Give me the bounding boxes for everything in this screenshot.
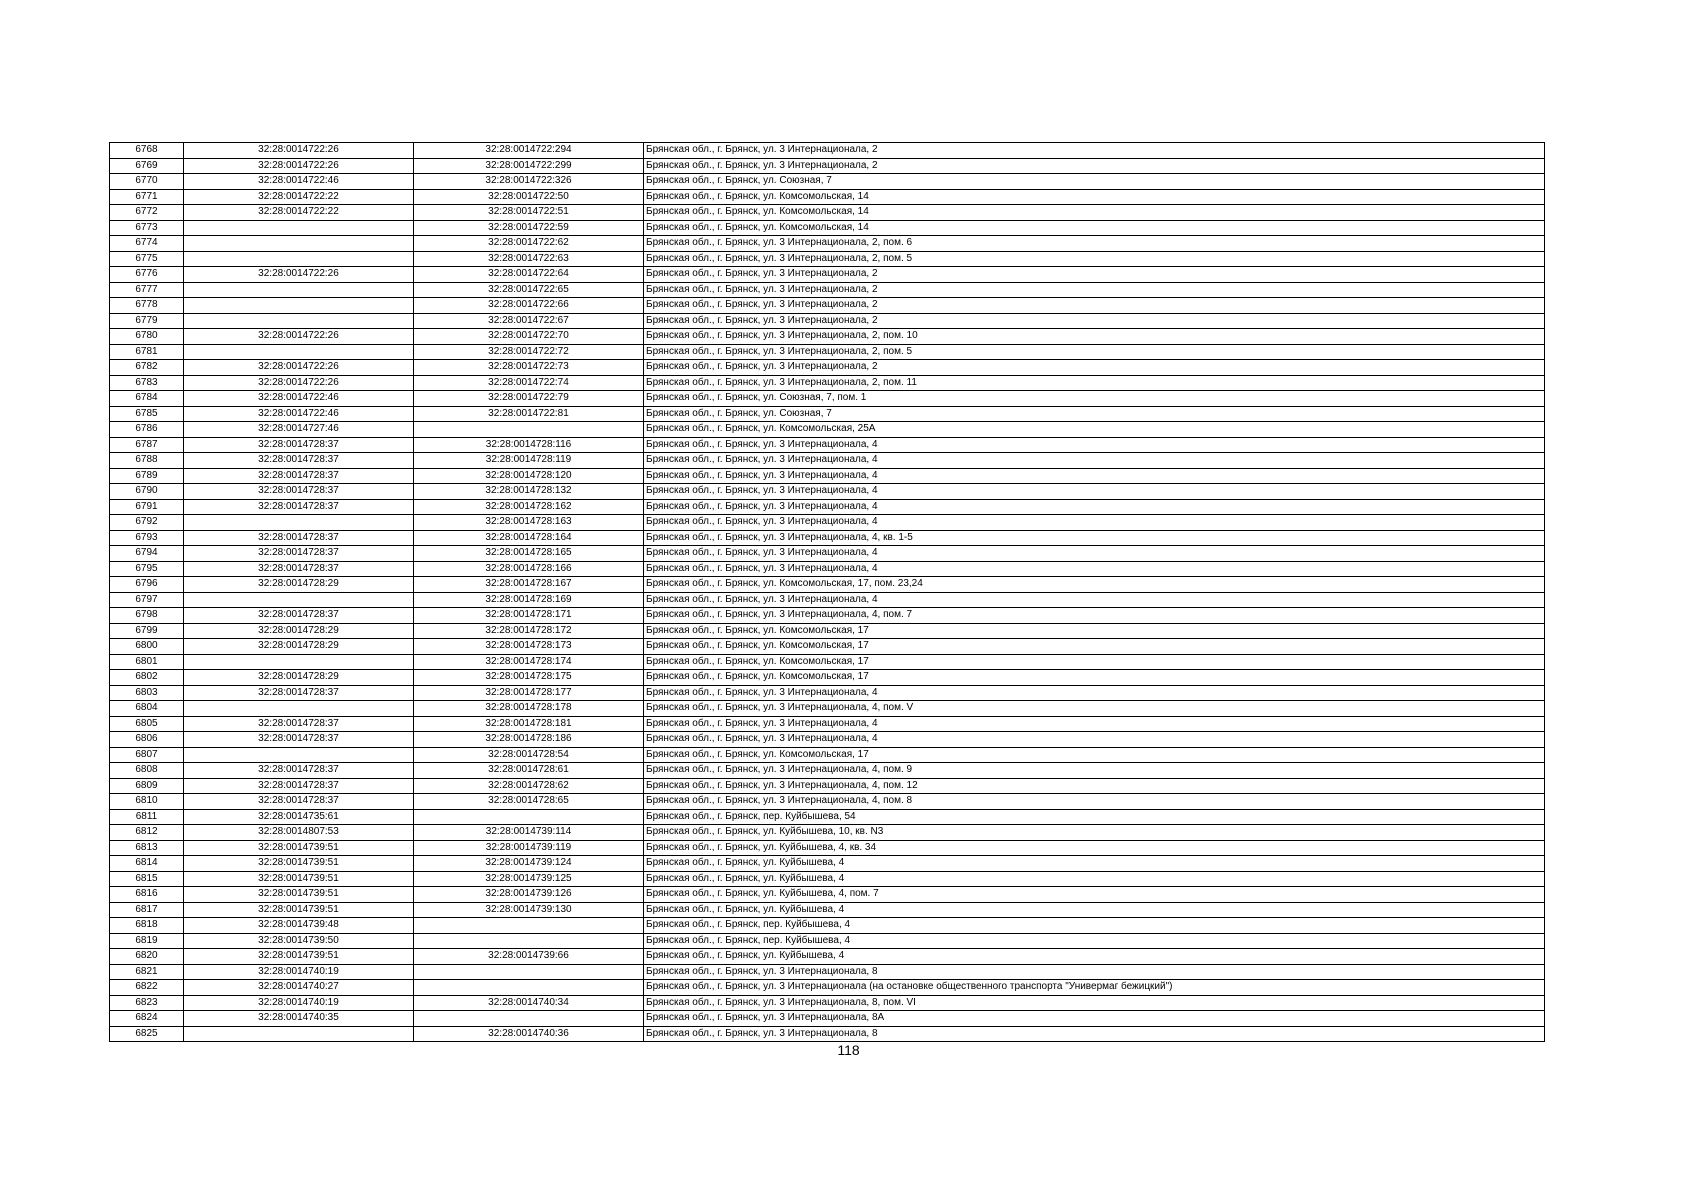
parcel-number-cell xyxy=(184,515,414,531)
address-cell: Брянская обл., г. Брянск, ул. Комсомольская, 25А xyxy=(644,422,1545,438)
row-number-cell: 6816 xyxy=(110,887,184,903)
row-number-cell: 6784 xyxy=(110,391,184,407)
object-number-cell: 32:28:0014728:164 xyxy=(414,530,644,546)
address-cell: Брянская обл., г. Брянск, ул. 3 Интернационала, 4 xyxy=(644,561,1545,577)
parcel-number-cell: 32:28:0014807:53 xyxy=(184,825,414,841)
object-number-cell: 32:28:0014728:120 xyxy=(414,468,644,484)
address-cell: Брянская обл., г. Брянск, ул. 3 Интернационала, 8А xyxy=(644,1011,1545,1027)
table-row xyxy=(110,298,1545,314)
object-number-cell xyxy=(414,809,644,825)
address-cell: Брянская обл., г. Брянск, ул. 3 Интернационала, 4 xyxy=(644,592,1545,608)
row-number-cell: 6775 xyxy=(110,251,184,267)
table-row xyxy=(110,515,1545,531)
row-number-cell: 6780 xyxy=(110,329,184,345)
row-number-cell: 6809 xyxy=(110,778,184,794)
address-cell: Брянская обл., г. Брянск, ул. 3 Интернационала, 4 xyxy=(644,732,1545,748)
address-cell: Брянская обл., г. Брянск, ул. 3 Интернационала, 4, пом. 8 xyxy=(644,794,1545,810)
address-cell: Брянская обл., г. Брянск, ул. 3 Интернационала, 2, пом. 10 xyxy=(644,329,1545,345)
table-row xyxy=(110,902,1545,918)
parcel-number-cell: 32:28:0014728:37 xyxy=(184,794,414,810)
row-number-cell: 6791 xyxy=(110,499,184,515)
object-number-cell: 32:28:0014728:172 xyxy=(414,623,644,639)
object-number-cell: 32:28:0014728:167 xyxy=(414,577,644,593)
address-cell: Брянская обл., г. Брянск, ул. 3 Интернационала, 2 xyxy=(644,158,1545,174)
object-number-cell: 32:28:0014740:36 xyxy=(414,1026,644,1042)
table-row xyxy=(110,484,1545,500)
address-cell: Брянская обл., г. Брянск, ул. 3 Интернационала, 4, пом. 12 xyxy=(644,778,1545,794)
row-number-cell: 6772 xyxy=(110,205,184,221)
table-row xyxy=(110,670,1545,686)
object-number-cell: 32:28:0014728:119 xyxy=(414,453,644,469)
object-number-cell: 32:28:0014728:165 xyxy=(414,546,644,562)
address-cell: Брянская обл., г. Брянск, ул. Куйбышева, 4, пом. 7 xyxy=(644,887,1545,903)
row-number-cell: 6773 xyxy=(110,220,184,236)
row-number-cell: 6788 xyxy=(110,453,184,469)
address-cell: Брянская обл., г. Брянск, ул. 3 Интернационала, 2 xyxy=(644,267,1545,283)
address-cell: Брянская обл., г. Брянск, ул. Куйбышева, 10, кв. N3 xyxy=(644,825,1545,841)
parcel-number-cell: 32:28:0014740:19 xyxy=(184,995,414,1011)
table-row xyxy=(110,623,1545,639)
object-number-cell: 32:28:0014722:81 xyxy=(414,406,644,422)
table-row xyxy=(110,763,1545,779)
object-number-cell: 32:28:0014728:163 xyxy=(414,515,644,531)
address-cell: Брянская обл., г. Брянск, ул. 3 Интернационала, 2 xyxy=(644,360,1545,376)
parcel-number-cell: 32:28:0014728:37 xyxy=(184,732,414,748)
address-cell: Брянская обл., г. Брянск, ул. 3 Интернационала, 4, кв. 1-5 xyxy=(644,530,1545,546)
object-number-cell: 32:28:0014728:173 xyxy=(414,639,644,655)
table-row xyxy=(110,375,1545,391)
table-row xyxy=(110,530,1545,546)
address-cell: Брянская обл., г. Брянск, ул. Комсомольская, 14 xyxy=(644,220,1545,236)
object-number-cell: 32:28:0014722:51 xyxy=(414,205,644,221)
object-number-cell: 32:28:0014722:72 xyxy=(414,344,644,360)
address-cell: Брянская обл., г. Брянск, ул. Куйбышева, 4, кв. 34 xyxy=(644,840,1545,856)
parcel-number-cell: 32:28:0014739:51 xyxy=(184,902,414,918)
row-number-cell: 6805 xyxy=(110,716,184,732)
object-number-cell: 32:28:0014728:174 xyxy=(414,654,644,670)
parcel-number-cell: 32:28:0014728:37 xyxy=(184,468,414,484)
table-row xyxy=(110,220,1545,236)
object-number-cell: 32:28:0014739:124 xyxy=(414,856,644,872)
table-row xyxy=(110,840,1545,856)
row-number-cell: 6778 xyxy=(110,298,184,314)
address-cell: Брянская обл., г. Брянск, ул. Куйбышева, 4 xyxy=(644,856,1545,872)
table-row xyxy=(110,282,1545,298)
object-number-cell: 32:28:0014722:70 xyxy=(414,329,644,345)
address-cell: Брянская обл., г. Брянск, ул. Комсомольская, 17, пом. 23,24 xyxy=(644,577,1545,593)
object-number-cell: 32:28:0014722:79 xyxy=(414,391,644,407)
table-row xyxy=(110,422,1545,438)
table-row xyxy=(110,654,1545,670)
parcel-number-cell xyxy=(184,282,414,298)
object-number-cell: 32:28:0014722:50 xyxy=(414,189,644,205)
table-row xyxy=(110,592,1545,608)
parcel-number-cell: 32:28:0014728:37 xyxy=(184,763,414,779)
object-number-cell: 32:28:0014739:126 xyxy=(414,887,644,903)
parcel-number-cell: 32:28:0014722:26 xyxy=(184,158,414,174)
address-cell: Брянская обл., г. Брянск, ул. 3 Интернационала, 4, пом. V xyxy=(644,701,1545,717)
object-number-cell xyxy=(414,964,644,980)
address-cell: Брянская обл., г. Брянск, ул. 3 Интернационала, 8 xyxy=(644,964,1545,980)
address-cell: Брянская обл., г. Брянск, ул. 3 Интернационала, 4 xyxy=(644,499,1545,515)
table-row xyxy=(110,189,1545,205)
address-cell: Брянская обл., г. Брянск, ул. Комсомольская, 14 xyxy=(644,205,1545,221)
parcel-number-cell: 32:28:0014722:46 xyxy=(184,406,414,422)
table-row xyxy=(110,499,1545,515)
table-row xyxy=(110,236,1545,252)
row-number-cell: 6798 xyxy=(110,608,184,624)
address-cell: Брянская обл., г. Брянск, ул. 3 Интернационала, 4 xyxy=(644,484,1545,500)
address-cell: Брянская обл., г. Брянск, ул. 3 Интернационала, 2 xyxy=(644,298,1545,314)
parcel-number-cell: 32:28:0014728:37 xyxy=(184,716,414,732)
row-number-cell: 6799 xyxy=(110,623,184,639)
row-number-cell: 6790 xyxy=(110,484,184,500)
object-number-cell: 32:28:0014728:186 xyxy=(414,732,644,748)
object-number-cell: 32:28:0014728:54 xyxy=(414,747,644,763)
parcel-number-cell xyxy=(184,313,414,329)
table-row xyxy=(110,205,1545,221)
object-number-cell: 32:28:0014728:181 xyxy=(414,716,644,732)
table-row xyxy=(110,701,1545,717)
table-row xyxy=(110,933,1545,949)
parcel-number-cell: 32:28:0014739:51 xyxy=(184,840,414,856)
table-body xyxy=(110,143,1545,1042)
object-number-cell: 32:28:0014728:178 xyxy=(414,701,644,717)
row-number-cell: 6803 xyxy=(110,685,184,701)
address-cell: Брянская обл., г. Брянск, ул. 3 Интернационала, 4 xyxy=(644,453,1545,469)
row-number-cell: 6781 xyxy=(110,344,184,360)
row-number-cell: 6824 xyxy=(110,1011,184,1027)
parcel-number-cell: 32:28:0014728:29 xyxy=(184,623,414,639)
object-number-cell xyxy=(414,980,644,996)
address-cell: Брянская обл., г. Брянск, ул. Куйбышева, 4 xyxy=(644,871,1545,887)
parcel-number-cell: 32:28:0014728:29 xyxy=(184,639,414,655)
parcel-number-cell: 32:28:0014722:26 xyxy=(184,267,414,283)
object-number-cell: 32:28:0014728:177 xyxy=(414,685,644,701)
object-number-cell: 32:28:0014728:132 xyxy=(414,484,644,500)
table-row xyxy=(110,980,1545,996)
table-row xyxy=(110,825,1545,841)
parcel-number-cell xyxy=(184,344,414,360)
address-cell: Брянская обл., г. Брянск, ул. 3 Интернационала, 4 xyxy=(644,468,1545,484)
address-cell: Брянская обл., г. Брянск, ул. Союзная, 7, пом. 1 xyxy=(644,391,1545,407)
object-number-cell: 32:28:0014722:64 xyxy=(414,267,644,283)
parcel-number-cell: 32:28:0014722:26 xyxy=(184,329,414,345)
row-number-cell: 6769 xyxy=(110,158,184,174)
address-cell: Брянская обл., г. Брянск, ул. Куйбышева, 4 xyxy=(644,949,1545,965)
table-row xyxy=(110,964,1545,980)
table-row xyxy=(110,778,1545,794)
table-row xyxy=(110,267,1545,283)
parcel-number-cell: 32:28:0014739:51 xyxy=(184,949,414,965)
address-cell: Брянская обл., г. Брянск, ул. 3 Интернационала, 4, пом. 7 xyxy=(644,608,1545,624)
object-number-cell: 32:28:0014722:63 xyxy=(414,251,644,267)
address-cell: Брянская обл., г. Брянск, ул. 3 Интернационала, 8, пом. VI xyxy=(644,995,1545,1011)
row-number-cell: 6823 xyxy=(110,995,184,1011)
parcel-number-cell: 32:28:0014728:29 xyxy=(184,670,414,686)
parcel-number-cell xyxy=(184,701,414,717)
object-number-cell xyxy=(414,1011,644,1027)
row-number-cell: 6792 xyxy=(110,515,184,531)
object-number-cell: 32:28:0014728:65 xyxy=(414,794,644,810)
row-number-cell: 6822 xyxy=(110,980,184,996)
row-number-cell: 6821 xyxy=(110,964,184,980)
table-row xyxy=(110,158,1545,174)
parcel-number-cell: 32:28:0014728:37 xyxy=(184,499,414,515)
object-number-cell: 32:28:0014728:62 xyxy=(414,778,644,794)
object-number-cell: 32:28:0014728:169 xyxy=(414,592,644,608)
row-number-cell: 6810 xyxy=(110,794,184,810)
table-row xyxy=(110,608,1545,624)
parcel-number-cell: 32:28:0014722:46 xyxy=(184,174,414,190)
address-cell: Брянская обл., г. Брянск, ул. 3 Интернационала (на остановке общественного транспорта "Универмаг бежицкий") xyxy=(644,980,1545,996)
address-cell: Брянская обл., г. Брянск, ул. 3 Интернационала, 2, пом. 5 xyxy=(644,344,1545,360)
table-row xyxy=(110,468,1545,484)
row-number-cell: 6795 xyxy=(110,561,184,577)
table-row xyxy=(110,685,1545,701)
row-number-cell: 6818 xyxy=(110,918,184,934)
table-row xyxy=(110,747,1545,763)
row-number-cell: 6768 xyxy=(110,143,184,159)
object-number-cell: 32:28:0014722:59 xyxy=(414,220,644,236)
object-number-cell xyxy=(414,422,644,438)
parcel-number-cell xyxy=(184,747,414,763)
table-row xyxy=(110,1026,1545,1042)
parcel-number-cell xyxy=(184,298,414,314)
row-number-cell: 6808 xyxy=(110,763,184,779)
parcel-number-cell: 32:28:0014722:22 xyxy=(184,205,414,221)
parcel-number-cell: 32:28:0014740:19 xyxy=(184,964,414,980)
row-number-cell: 6801 xyxy=(110,654,184,670)
document-sheet xyxy=(109,142,1544,1042)
row-number-cell: 6811 xyxy=(110,809,184,825)
table-row xyxy=(110,949,1545,965)
table-row xyxy=(110,406,1545,422)
object-number-cell: 32:28:0014728:61 xyxy=(414,763,644,779)
table-row xyxy=(110,995,1545,1011)
row-number-cell: 6776 xyxy=(110,267,184,283)
address-cell: Брянская обл., г. Брянск, ул. 3 Интернационала, 2 xyxy=(644,282,1545,298)
address-cell: Брянская обл., г. Брянск, ул. Комсомольская, 17 xyxy=(644,670,1545,686)
table-row xyxy=(110,887,1545,903)
object-number-cell: 32:28:0014739:119 xyxy=(414,840,644,856)
address-cell: Брянская обл., г. Брянск, ул. 3 Интернационала, 2 xyxy=(644,313,1545,329)
parcel-number-cell: 32:28:0014727:46 xyxy=(184,422,414,438)
registry-table xyxy=(109,142,1545,1042)
table-row xyxy=(110,251,1545,267)
object-number-cell: 32:28:0014722:67 xyxy=(414,313,644,329)
table-row xyxy=(110,344,1545,360)
table-row xyxy=(110,360,1545,376)
object-number-cell xyxy=(414,918,644,934)
row-number-cell: 6789 xyxy=(110,468,184,484)
parcel-number-cell: 32:28:0014728:37 xyxy=(184,546,414,562)
parcel-number-cell: 32:28:0014739:51 xyxy=(184,887,414,903)
table-row xyxy=(110,856,1545,872)
parcel-number-cell: 32:28:0014739:50 xyxy=(184,933,414,949)
parcel-number-cell: 32:28:0014728:37 xyxy=(184,608,414,624)
address-cell: Брянская обл., г. Брянск, ул. 3 Интернационала, 4 xyxy=(644,546,1545,562)
row-number-cell: 6807 xyxy=(110,747,184,763)
parcel-number-cell: 32:28:0014728:37 xyxy=(184,685,414,701)
row-number-cell: 6777 xyxy=(110,282,184,298)
row-number-cell: 6783 xyxy=(110,375,184,391)
object-number-cell: 32:28:0014739:66 xyxy=(414,949,644,965)
table-row xyxy=(110,809,1545,825)
address-cell: Брянская обл., г. Брянск, ул. 3 Интернационала, 4 xyxy=(644,437,1545,453)
table-row xyxy=(110,1011,1545,1027)
parcel-number-cell: 32:28:0014739:48 xyxy=(184,918,414,934)
object-number-cell: 32:28:0014722:299 xyxy=(414,158,644,174)
object-number-cell: 32:28:0014722:326 xyxy=(414,174,644,190)
row-number-cell: 6786 xyxy=(110,422,184,438)
row-number-cell: 6785 xyxy=(110,406,184,422)
row-number-cell: 6770 xyxy=(110,174,184,190)
object-number-cell: 32:28:0014739:130 xyxy=(414,902,644,918)
address-cell: Брянская обл., г. Брянск, ул. Комсомольская, 17 xyxy=(644,623,1545,639)
address-cell: Брянская обл., г. Брянск, пер. Куйбышева, 54 xyxy=(644,809,1545,825)
row-number-cell: 6804 xyxy=(110,701,184,717)
object-number-cell: 32:28:0014728:166 xyxy=(414,561,644,577)
parcel-number-cell: 32:28:0014740:35 xyxy=(184,1011,414,1027)
address-cell: Брянская обл., г. Брянск, ул. 3 Интернационала, 4 xyxy=(644,515,1545,531)
parcel-number-cell: 32:28:0014740:27 xyxy=(184,980,414,996)
object-number-cell: 32:28:0014739:125 xyxy=(414,871,644,887)
row-number-cell: 6796 xyxy=(110,577,184,593)
table-row xyxy=(110,391,1545,407)
row-number-cell: 6820 xyxy=(110,949,184,965)
parcel-number-cell xyxy=(184,251,414,267)
parcel-number-cell: 32:28:0014739:51 xyxy=(184,871,414,887)
row-number-cell: 6771 xyxy=(110,189,184,205)
row-number-cell: 6800 xyxy=(110,639,184,655)
parcel-number-cell: 32:28:0014722:26 xyxy=(184,360,414,376)
row-number-cell: 6779 xyxy=(110,313,184,329)
address-cell: Брянская обл., г. Брянск, пер. Куйбышева, 4 xyxy=(644,918,1545,934)
table-row xyxy=(110,174,1545,190)
table-row xyxy=(110,561,1545,577)
object-number-cell xyxy=(414,933,644,949)
parcel-number-cell xyxy=(184,1026,414,1042)
address-cell: Брянская обл., г. Брянск, ул. Союзная, 7 xyxy=(644,406,1545,422)
parcel-number-cell xyxy=(184,654,414,670)
row-number-cell: 6793 xyxy=(110,530,184,546)
table-row xyxy=(110,639,1545,655)
row-number-cell: 6812 xyxy=(110,825,184,841)
object-number-cell: 32:28:0014722:65 xyxy=(414,282,644,298)
page-number: 118 xyxy=(837,1042,860,1058)
object-number-cell: 32:28:0014728:171 xyxy=(414,608,644,624)
row-number-cell: 6814 xyxy=(110,856,184,872)
parcel-number-cell xyxy=(184,220,414,236)
address-cell: Брянская обл., г. Брянск, пер. Куйбышева, 4 xyxy=(644,933,1545,949)
table-row xyxy=(110,143,1545,159)
row-number-cell: 6815 xyxy=(110,871,184,887)
address-cell: Брянская обл., г. Брянск, ул. 3 Интернационала, 4 xyxy=(644,716,1545,732)
address-cell: Брянская обл., г. Брянск, ул. Комсомольская, 14 xyxy=(644,189,1545,205)
address-cell: Брянская обл., г. Брянск, ул. 3 Интернационала, 2, пом. 5 xyxy=(644,251,1545,267)
parcel-number-cell: 32:28:0014728:37 xyxy=(184,453,414,469)
row-number-cell: 6782 xyxy=(110,360,184,376)
parcel-number-cell: 32:28:0014728:37 xyxy=(184,778,414,794)
object-number-cell: 32:28:0014722:62 xyxy=(414,236,644,252)
parcel-number-cell: 32:28:0014728:37 xyxy=(184,530,414,546)
table-row xyxy=(110,329,1545,345)
row-number-cell: 6774 xyxy=(110,236,184,252)
address-cell: Брянская обл., г. Брянск, ул. 3 Интернационала, 2, пом. 6 xyxy=(644,236,1545,252)
address-cell: Брянская обл., г. Брянск, ул. 3 Интернационала, 2, пом. 11 xyxy=(644,375,1545,391)
address-cell: Брянская обл., г. Брянск, ул. 3 Интернационала, 2 xyxy=(644,143,1545,159)
address-cell: Брянская обл., г. Брянск, ул. 3 Интернационала, 4 xyxy=(644,685,1545,701)
object-number-cell: 32:28:0014739:114 xyxy=(414,825,644,841)
row-number-cell: 6825 xyxy=(110,1026,184,1042)
row-number-cell: 6794 xyxy=(110,546,184,562)
object-number-cell: 32:28:0014722:294 xyxy=(414,143,644,159)
table-row xyxy=(110,732,1545,748)
object-number-cell: 32:28:0014740:34 xyxy=(414,995,644,1011)
parcel-number-cell: 32:28:0014722:26 xyxy=(184,143,414,159)
row-number-cell: 6806 xyxy=(110,732,184,748)
address-cell: Брянская обл., г. Брянск, ул. Куйбышева, 4 xyxy=(644,902,1545,918)
address-cell: Брянская обл., г. Брянск, ул. 3 Интернационала, 4, пом. 9 xyxy=(644,763,1545,779)
row-number-cell: 6819 xyxy=(110,933,184,949)
object-number-cell: 32:28:0014722:73 xyxy=(414,360,644,376)
parcel-number-cell: 32:28:0014728:29 xyxy=(184,577,414,593)
row-number-cell: 6787 xyxy=(110,437,184,453)
parcel-number-cell: 32:28:0014728:37 xyxy=(184,561,414,577)
table-row xyxy=(110,453,1545,469)
parcel-number-cell: 32:28:0014728:37 xyxy=(184,484,414,500)
table-row xyxy=(110,716,1545,732)
address-cell: Брянская обл., г. Брянск, ул. Комсомольская, 17 xyxy=(644,747,1545,763)
parcel-number-cell: 32:28:0014728:37 xyxy=(184,437,414,453)
row-number-cell: 6817 xyxy=(110,902,184,918)
table-row xyxy=(110,437,1545,453)
address-cell: Брянская обл., г. Брянск, ул. Союзная, 7 xyxy=(644,174,1545,190)
object-number-cell: 32:28:0014728:116 xyxy=(414,437,644,453)
object-number-cell: 32:28:0014722:74 xyxy=(414,375,644,391)
address-cell: Брянская обл., г. Брянск, ул. Комсомольская, 17 xyxy=(644,654,1545,670)
row-number-cell: 6813 xyxy=(110,840,184,856)
address-cell: Брянская обл., г. Брянск, ул. 3 Интернационала, 8 xyxy=(644,1026,1545,1042)
row-number-cell: 6802 xyxy=(110,670,184,686)
object-number-cell: 32:28:0014728:175 xyxy=(414,670,644,686)
object-number-cell: 32:28:0014722:66 xyxy=(414,298,644,314)
table-row xyxy=(110,918,1545,934)
parcel-number-cell: 32:28:0014722:46 xyxy=(184,391,414,407)
parcel-number-cell: 32:28:0014735:61 xyxy=(184,809,414,825)
table-row xyxy=(110,313,1545,329)
table-row xyxy=(110,794,1545,810)
object-number-cell: 32:28:0014728:162 xyxy=(414,499,644,515)
parcel-number-cell: 32:28:0014722:22 xyxy=(184,189,414,205)
parcel-number-cell: 32:28:0014722:26 xyxy=(184,375,414,391)
parcel-number-cell xyxy=(184,592,414,608)
address-cell: Брянская обл., г. Брянск, ул. Комсомольская, 17 xyxy=(644,639,1545,655)
row-number-cell: 6797 xyxy=(110,592,184,608)
parcel-number-cell xyxy=(184,236,414,252)
table-row xyxy=(110,577,1545,593)
table-row xyxy=(110,546,1545,562)
parcel-number-cell: 32:28:0014739:51 xyxy=(184,856,414,872)
table-row xyxy=(110,871,1545,887)
